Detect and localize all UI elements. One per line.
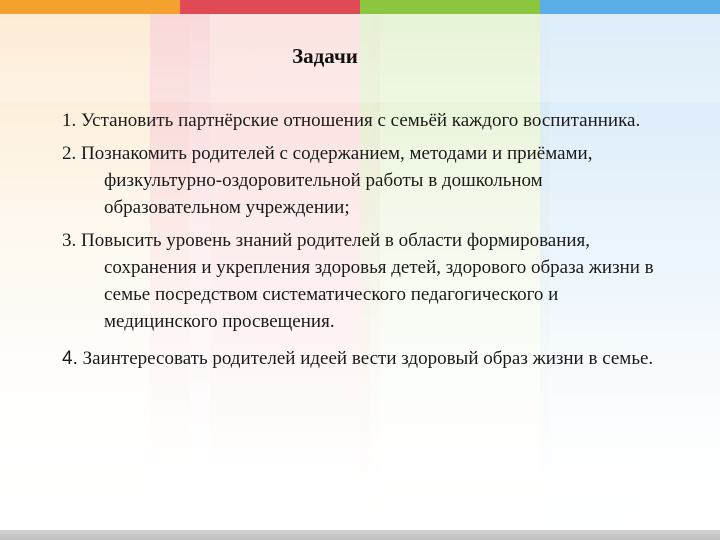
task-item-4 (62, 345, 662, 372)
task-text: Заинтересовать родителей идеей вести здоровый образ жизни в семье. (77, 348, 654, 369)
color-stripe-bar (0, 0, 720, 14)
task-item-2 (62, 140, 662, 221)
task-number: 1. (62, 110, 77, 131)
task-number: 3. (62, 230, 77, 251)
stripe-blue (540, 0, 720, 14)
task-number: 2. (62, 143, 77, 164)
slide-title: Задачи (292, 44, 358, 68)
task-item-3 (62, 227, 662, 335)
task-number: 4. (62, 348, 78, 369)
task-item-1 (62, 107, 662, 134)
bottom-bar (0, 530, 720, 540)
stripe-red (180, 0, 360, 14)
task-text: Установить партнёрские отношения с семьёй каждого воспитанника. (76, 110, 641, 131)
task-text: Повысить уровень знаний родителей в области формирования, сохранения и укрепления здоровья детей, здорового образа жизни в семье посредством систематического педагогического и медицинского просвещения. (76, 230, 654, 332)
task-text: Познакомить родителей с содержанием, методами и приёмами, физкультурно-оздоровительной работы в дошкольном образовательном учреждении; (76, 143, 593, 218)
stripe-green (360, 0, 540, 14)
stripe-orange (0, 0, 180, 14)
task-list (62, 107, 662, 378)
